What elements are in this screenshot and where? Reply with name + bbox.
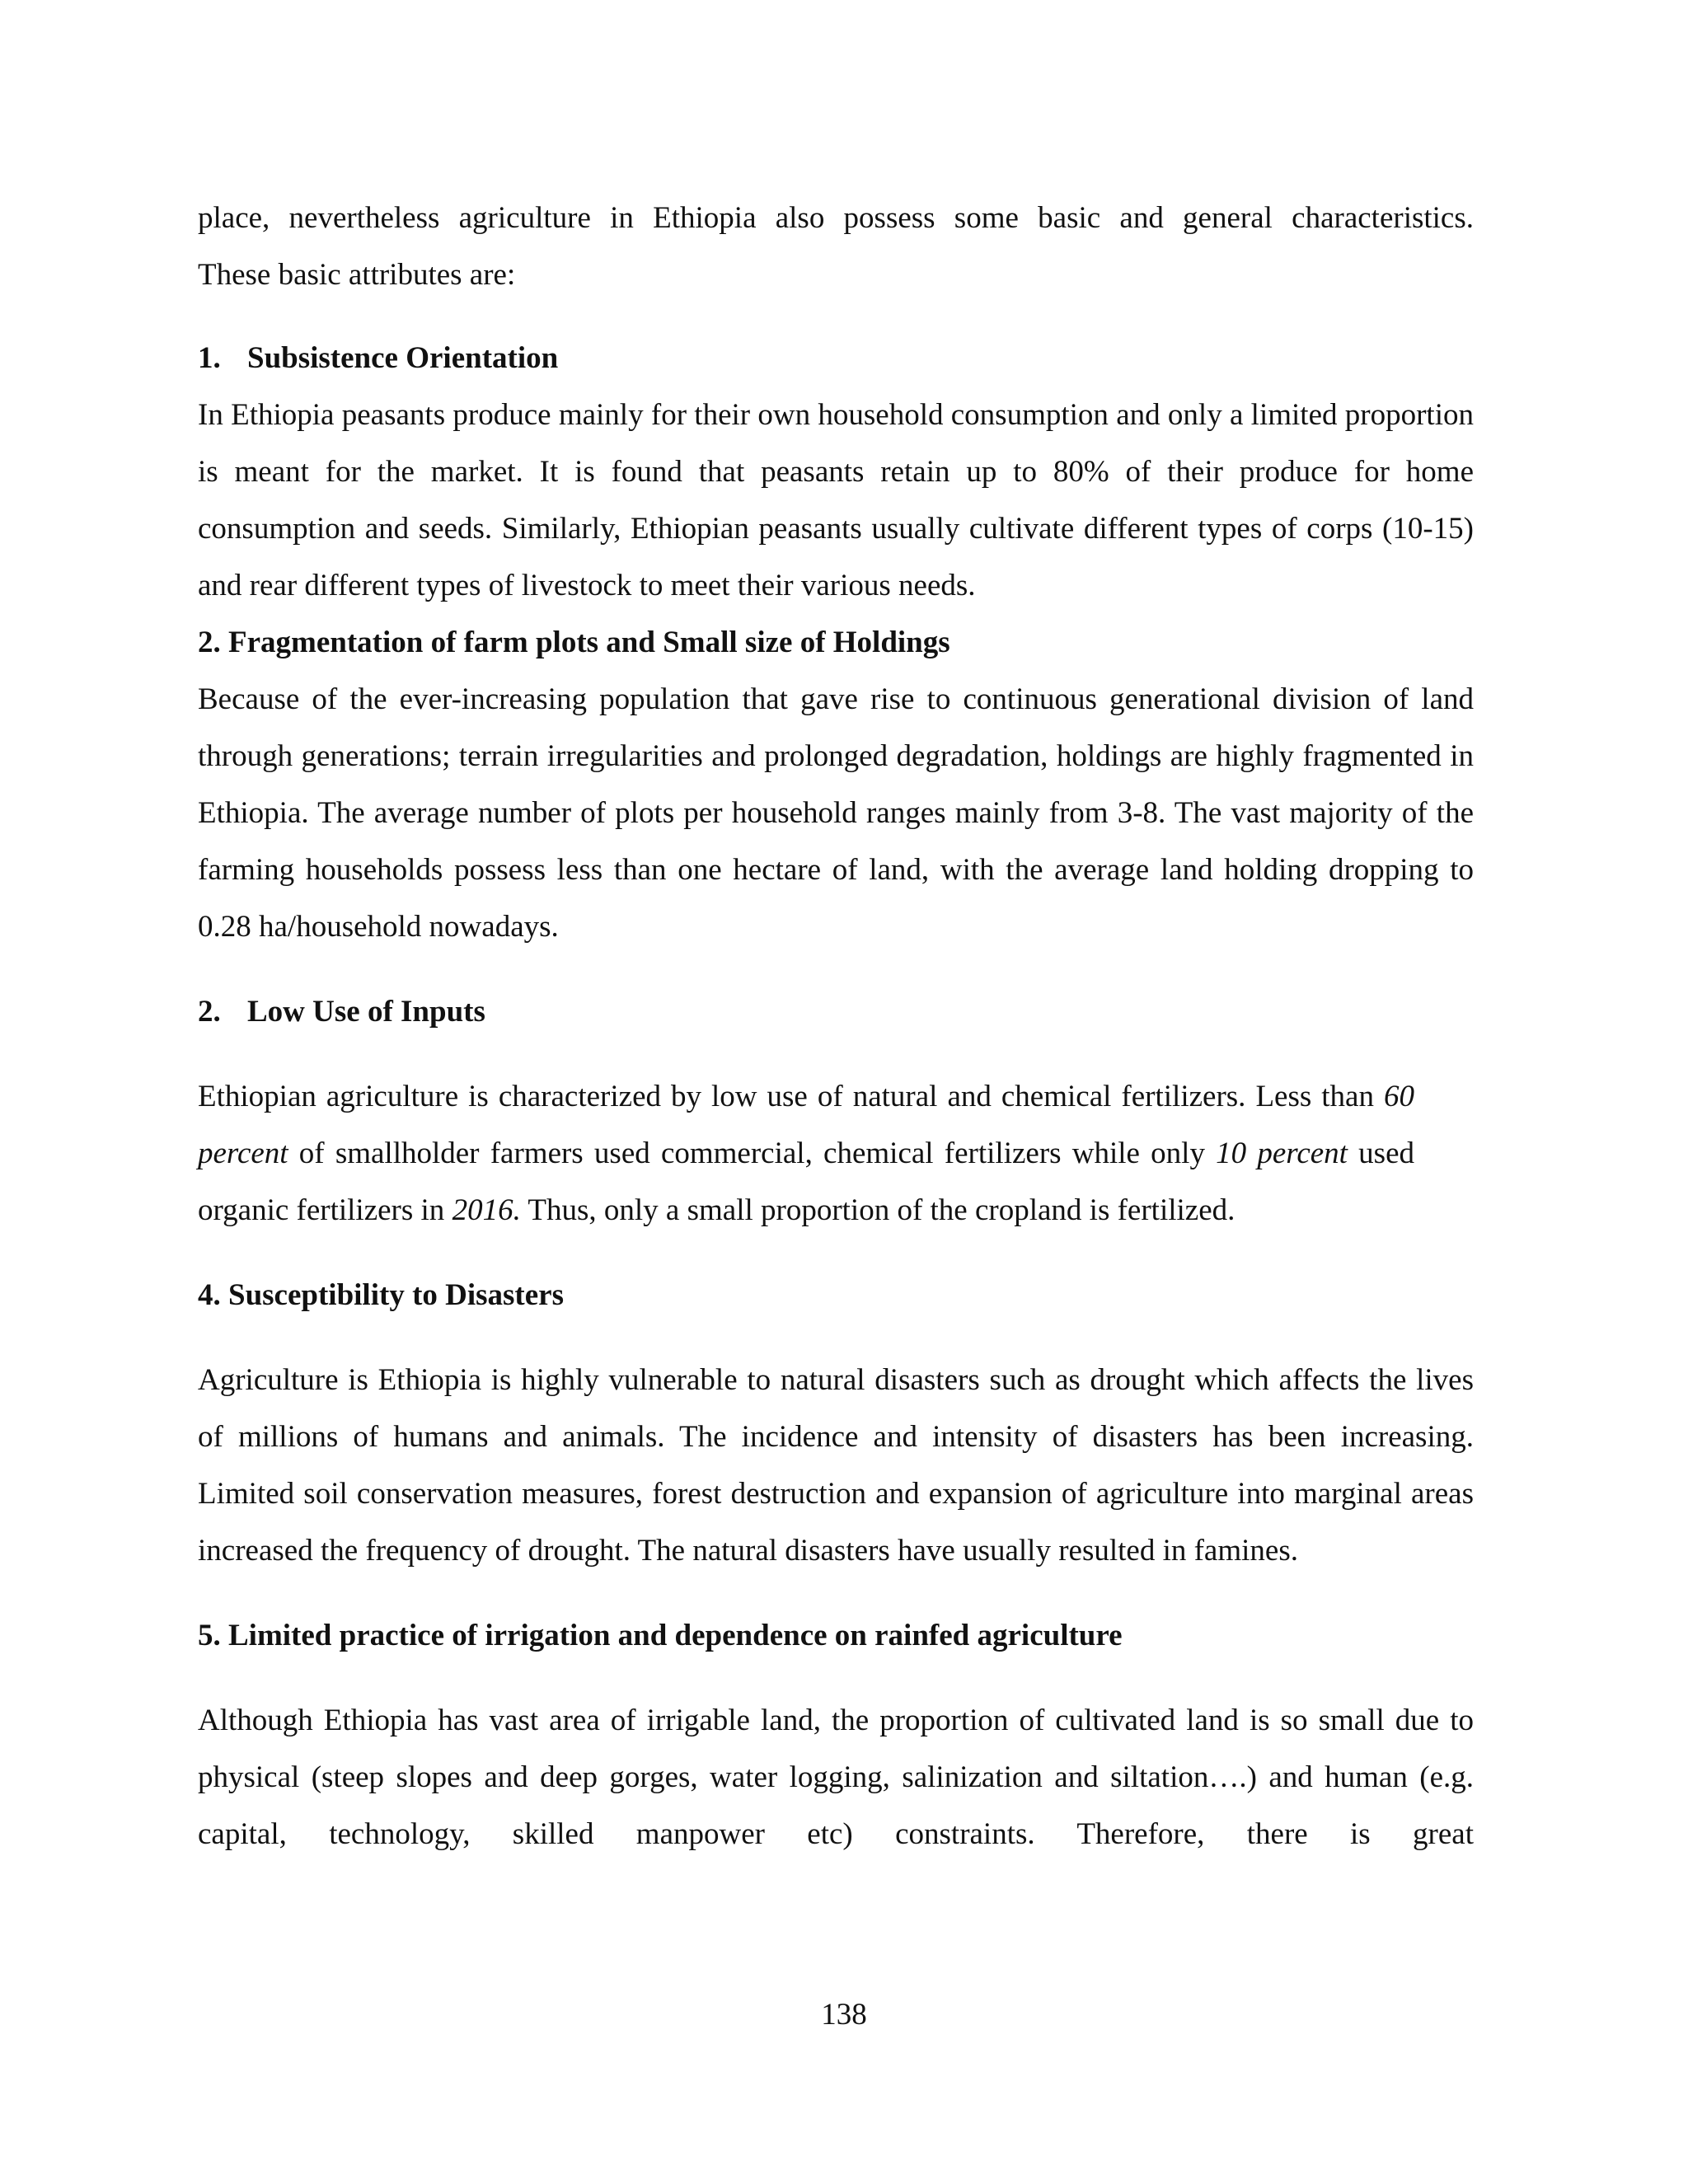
section-1-heading bbox=[198, 330, 1474, 387]
section-3-body-part-3: used organic fertilizers in bbox=[198, 1137, 1414, 1227]
section-1-number: 1. bbox=[198, 341, 221, 375]
section-3-body-part-4: Thus, only a small proportion of the cropland is fertilized. bbox=[520, 1193, 1236, 1227]
intro-line-2: These basic attributes are: bbox=[198, 258, 516, 292]
section-3-body bbox=[198, 1068, 1414, 1239]
section-3-heading bbox=[198, 983, 1474, 1040]
section-4-body: Agriculture is Ethiopia is highly vulnerable to natural disasters such as drought which affects the lives of millions of humans and animals. The incidence and intensity of disasters has been increasing. Limited soil conservation measures, forest destruction and expansion of agriculture into marginal areas increased the frequency of drought. The natural disasters have usually resulted in famines. bbox=[198, 1363, 1474, 1568]
intro-paragraph bbox=[198, 190, 1474, 303]
section-2-heading: 2. Fragmentation of farm plots and Small size of Holdings bbox=[198, 626, 950, 659]
section-3-body-part-2: of smallholder farmers used commercial, chemical fertilizers while only bbox=[288, 1137, 1217, 1170]
page-number: 138 bbox=[821, 1998, 867, 2032]
document-page bbox=[198, 190, 1474, 1863]
section-3-body-part-1: Ethiopian agriculture is characterized by low use of natural and chemical fertilizers. Less than bbox=[198, 1080, 1384, 1113]
section-1-body: In Ethiopia peasants produce mainly for their own household consumption and only a limited proportion is meant for the market. It is found that peasants retain up to 80% of their produce for home consumption and seeds. Similarly, Ethiopian peasants usually cultivate different types of corps (10-15) and rear different types of livestock to meet their various needs. bbox=[198, 398, 1474, 602]
section-3-italic-2: 10 percent bbox=[1216, 1137, 1348, 1170]
section-5-heading: 5. Limited practice of irrigation and dependence on rainfed agriculture bbox=[198, 1619, 1123, 1652]
section-3-italic-1: 60 percent bbox=[198, 1080, 1414, 1170]
section-2-body: Because of the ever-increasing population that gave rise to continuous generational division of land through generations; terrain irregularities and prolonged degradation, holdings are highly fragmented in Ethiopia. The average number of plots per household ranges mainly from 3-8. The vast majority of the farming households possess less than one hectare of land, with the average land holding dropping to 0.28 ha/household nowadays. bbox=[198, 682, 1474, 944]
section-3-title: Low Use of Inputs bbox=[247, 995, 485, 1029]
section-3-italic-3: 2016. bbox=[452, 1193, 521, 1227]
section-1-title: Subsistence Orientation bbox=[247, 341, 559, 375]
section-3-number: 2. bbox=[198, 995, 221, 1029]
section-5-body: Although Ethiopia has vast area of irrigable land, the proportion of cultivated land is so small due to physical (steep slopes and deep gorges, water logging, salinization and siltation….) and human (e.g. capital, technology, skilled manpower etc) constraints. Therefore, there is great bbox=[198, 1704, 1474, 1851]
section-4-heading: 4. Susceptibility to Disasters bbox=[198, 1278, 564, 1312]
intro-line-1: place, nevertheless agriculture in Ethiopia also possess some basic and general characteristics. bbox=[198, 201, 1474, 235]
